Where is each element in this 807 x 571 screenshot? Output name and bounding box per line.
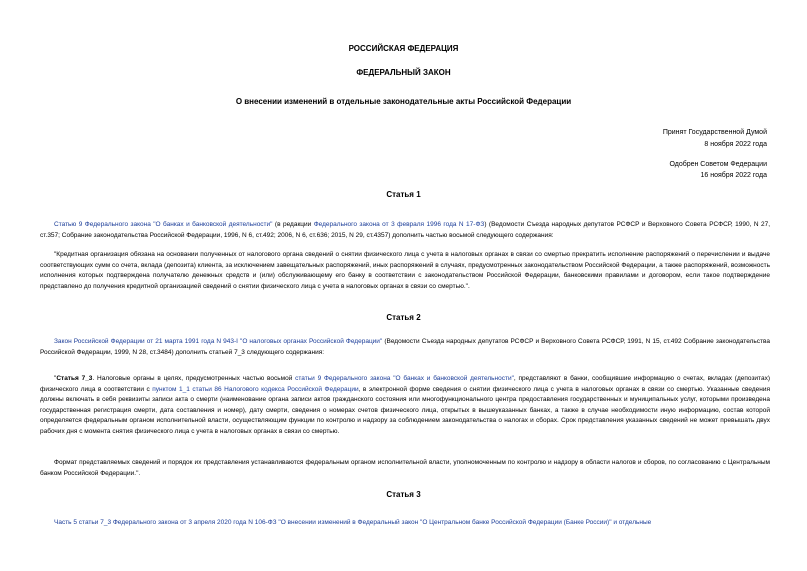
article-1-heading: Статья 1 [386,190,421,199]
article-1-quote-text: "Кредитная организация обязана на основании полученных от налогового органа сведений о снятии физического лица с учета в налоговых органах в связи со смертью прекратить исполнение распоряжений о перечислении и выдаче соответствующих сумм со счета, вклада (депозита) клиента, за исключением завещательных распоряжений, иных распоряжений в случаях, предусмотренных законодательством Российской Федерации, а также распоряжений, возможность исполнения которых подтверждена получателю денежных средств и (или) обслуживающему его банку в соответствии с законодательством Российской Федерации, банковскими правилами и договором, если такое подтверждение представлено до получения кредитной организацией сведений о снятии физического лица с учета в налоговых органах в связи со смертью.". [40,251,770,290]
article-2-text: (Ведомости Съезда народных депутатов РСФСР и Верховного Совета РСФСР, 1991, N 15, ст.492 Собрание законодательства Российской Федерации, 1999, N 28, ст.3484) дополнить статьей 7_3 следующего содержания: [40,338,770,356]
article-1-text: (в редакции [272,221,314,228]
article-1-text: ) (Ведомости Съезда народных депутатов РСФСР и Верховного Совета РСФСР, 1990, N 27, ст.357; Собрание законодательства Российской Федерации, 1996, N 6, ст.492; 2006, N 6, ст.636; 2015, N 29, ст.4357) дополнить частью восьмой следующего содержания: [40,221,770,239]
article-3-heading: Статья 3 [386,490,421,499]
article-1-link-banks-law[interactable]: Статью 9 Федерального закона "О банках и банковской деятельности" [54,221,273,228]
article-1-link-amendment-law[interactable]: Федерального закона от 3 февраля 1996 года N 17-ФЗ [313,221,485,228]
article-1-paragraph [40,220,770,241]
article-2-quote: "Статья 7_3. Налоговые органы в целях, предусмотренных частью восьмой статьи 9 Федерального закона "О банках и банковской деятельности", представляют в банки, сообщившие информацию о счетах, вкладах (депозитах) физического лица в соответствии с пунктом 1_1 статьи 86 Налогового кодекса Российской Федерации, в электронной форме сведения о снятии физического лица с учета в налоговых органах в связи со смертью. Указанные сведения должны включать в себя реквизиты записи акта о смерти (наименование органа записи актов гражданского состояния или многофункционального центра предоставления государственных и муниципальных услуг, которыми произведена государственная регистрация смерти, дата составления и номер), дату смерти, сведения о номерах счетов физического лица, открытых в вышеуказанных банках, а также в случае необходимости иную информацию, состав которой определяется федеральным органом исполнительной власти, осуществляющим функции по контролю и надзору за соблюдением законодательства о налогах и сборах. Срок представления указанных сведений не может превышать двух рабочих дня с момента снятия физического лица с учета в налоговых органах в связи со смертью. [40,375,770,435]
article-2-heading: Статья 2 [386,313,421,322]
council-approval-label: Одобрен Советом Федерации [669,161,767,168]
article-2-link-banks-law[interactable]: статьи 9 Федерального закона "О банках и банковской деятельности" [295,375,514,382]
duma-adoption-label: Принят Государственной Думой [662,129,767,136]
country-heading: РОССИЙСКАЯ ФЕДЕРАЦИЯ [348,44,459,53]
article-2-format-paragraph: Формат представляемых сведений и порядок их представления устанавливаются федеральным органом исполнительной власти, уполномоченным по контролю и надзору в области налогов и сборов, по согласованию с Центральным банком Российской Федерации.". [40,459,770,477]
article-3-paragraph [40,518,770,529]
article-2-link-tax-authorities-law[interactable]: Закон Российской Федерации от 21 марта 1991 года N 943-I "О налоговых органах Российской Федерации" [54,338,383,345]
council-approval-date: 16 ноября 2022 года [700,172,767,179]
article-7-3-title: Статья 7_3 [56,375,93,382]
law-title: О внесении изменений в отдельные законодательные акты Российской Федерации [235,97,572,106]
article-2-link-tax-code[interactable]: пунктом 1_1 статьи 86 Налогового кодекса Российской Федерации [152,385,359,393]
article-3-link-amendment-law[interactable]: Часть 5 статьи 7_3 Федерального закона от 3 апреля 2020 года N 106-ФЗ "О внесении изменений в Федеральный закон "О Центральном банке Российской Федерации (Банке России)" и отдельные [54,519,652,526]
duma-adoption-date: 8 ноября 2022 года [704,141,767,148]
article-2-paragraph [40,337,770,358]
article-1-quote [40,250,770,292]
law-type-heading: ФЕДЕРАЛЬНЫЙ ЗАКОН [356,68,451,77]
